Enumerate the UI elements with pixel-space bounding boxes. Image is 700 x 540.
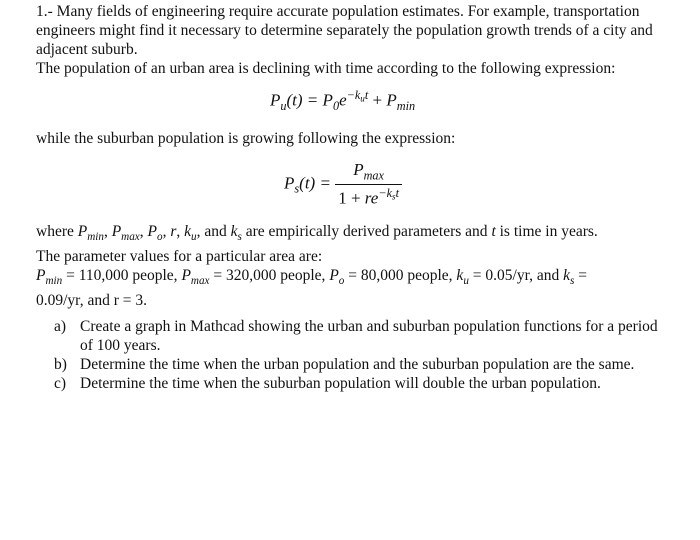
param-value: 0.09/yr, and r = 3. [36,291,148,309]
param-subscript: s [237,230,242,243]
param-symbol: P [329,266,339,284]
param-value: = 320,000 people, [209,266,330,284]
list-item [54,317,674,355]
eq-symbol: P [270,90,281,110]
param-value: = 80,000 people, [344,266,457,284]
param-text: , [176,223,185,240]
param-symbol: k [184,223,191,240]
list-item [54,374,674,393]
eq-symbol: P [386,90,397,110]
param-subscript: min [45,274,63,287]
eq-subscript: min [396,99,416,113]
urban-equation [270,88,415,114]
param-subscript: max [121,230,140,243]
intro-paragraph [36,2,676,78]
eq-symbol: P [284,173,295,193]
param-subscript: u [191,230,197,243]
param-text: , and [196,223,231,240]
list-item [54,355,674,374]
eq-argument: (t) = [299,173,331,193]
param-text: , [103,223,112,240]
param-subscript: s [570,274,575,287]
param-symbol: P [36,266,46,284]
param-subscript: min [87,230,104,243]
param-text: , [139,223,148,240]
eq-numerator: $P_{max}$ [353,160,384,183]
eq-operator: + [368,90,387,110]
suburban-intro-text: while the suburban population is growing following the expression: [36,130,456,147]
param-value: = 0.05/yr, and [468,266,564,284]
eq-subscript: u [280,99,287,113]
list-item-text: Determine the time when the suburban population will double the urban population. [80,375,601,392]
list-marker: a) [54,318,67,335]
urban-intro-text: The population of an urban area is declining with time according to the following expression: [36,60,616,77]
param-value: = [574,266,587,284]
eq-fraction [335,160,402,209]
task-list [54,317,674,393]
param-text: is time in years. [495,223,598,240]
param-subscript: o [156,230,163,243]
intro-text: 1.- Many fields of engineering require accurate population estimates. For example, transportation engineers might find it necessary to determine separately the population growth trends of a city and adjacent suburb. [36,3,653,58]
param-symbol: k [563,266,570,284]
eq-exponent: −kut [346,88,369,104]
param-text: , [162,223,171,240]
param-symbol: P [147,223,157,240]
param-symbol: P [181,266,191,284]
list-item-text: Determine the time when the urban population and the suburban population are the same. [80,356,635,373]
param-symbol: k [456,266,464,284]
suburban-equation [284,160,402,209]
list-item-text: Create a graph in Mathcad showing the urban and suburban population functions for a period of 100 years. [80,318,658,354]
param-subscript: o [338,274,345,287]
list-marker: c) [54,375,67,392]
param-text: are empirically derived parameters and [241,223,492,240]
list-marker: b) [54,356,67,373]
eq-argument: (t) = [286,90,323,110]
eq-denominator: $1 + re^{-kst}$ [338,186,399,208]
eq-subscript: s [294,181,300,196]
param-subscript: u [463,274,469,287]
param-text: where [36,223,78,240]
param-symbol: r [170,223,177,240]
param-values-heading: The parameter values for a particular area are: [36,247,323,265]
parameters-paragraph [36,222,676,310]
eq-symbol: e [339,90,347,110]
eq-symbol: P [322,90,333,110]
eq-subscript: 0 [332,99,340,113]
param-symbol: P [111,223,122,240]
param-subscript: max [190,274,210,287]
param-symbol: P [77,223,88,240]
param-value: = 110,000 people, [62,266,182,284]
param-symbol: t [491,223,496,240]
param-symbol: k [230,223,238,240]
